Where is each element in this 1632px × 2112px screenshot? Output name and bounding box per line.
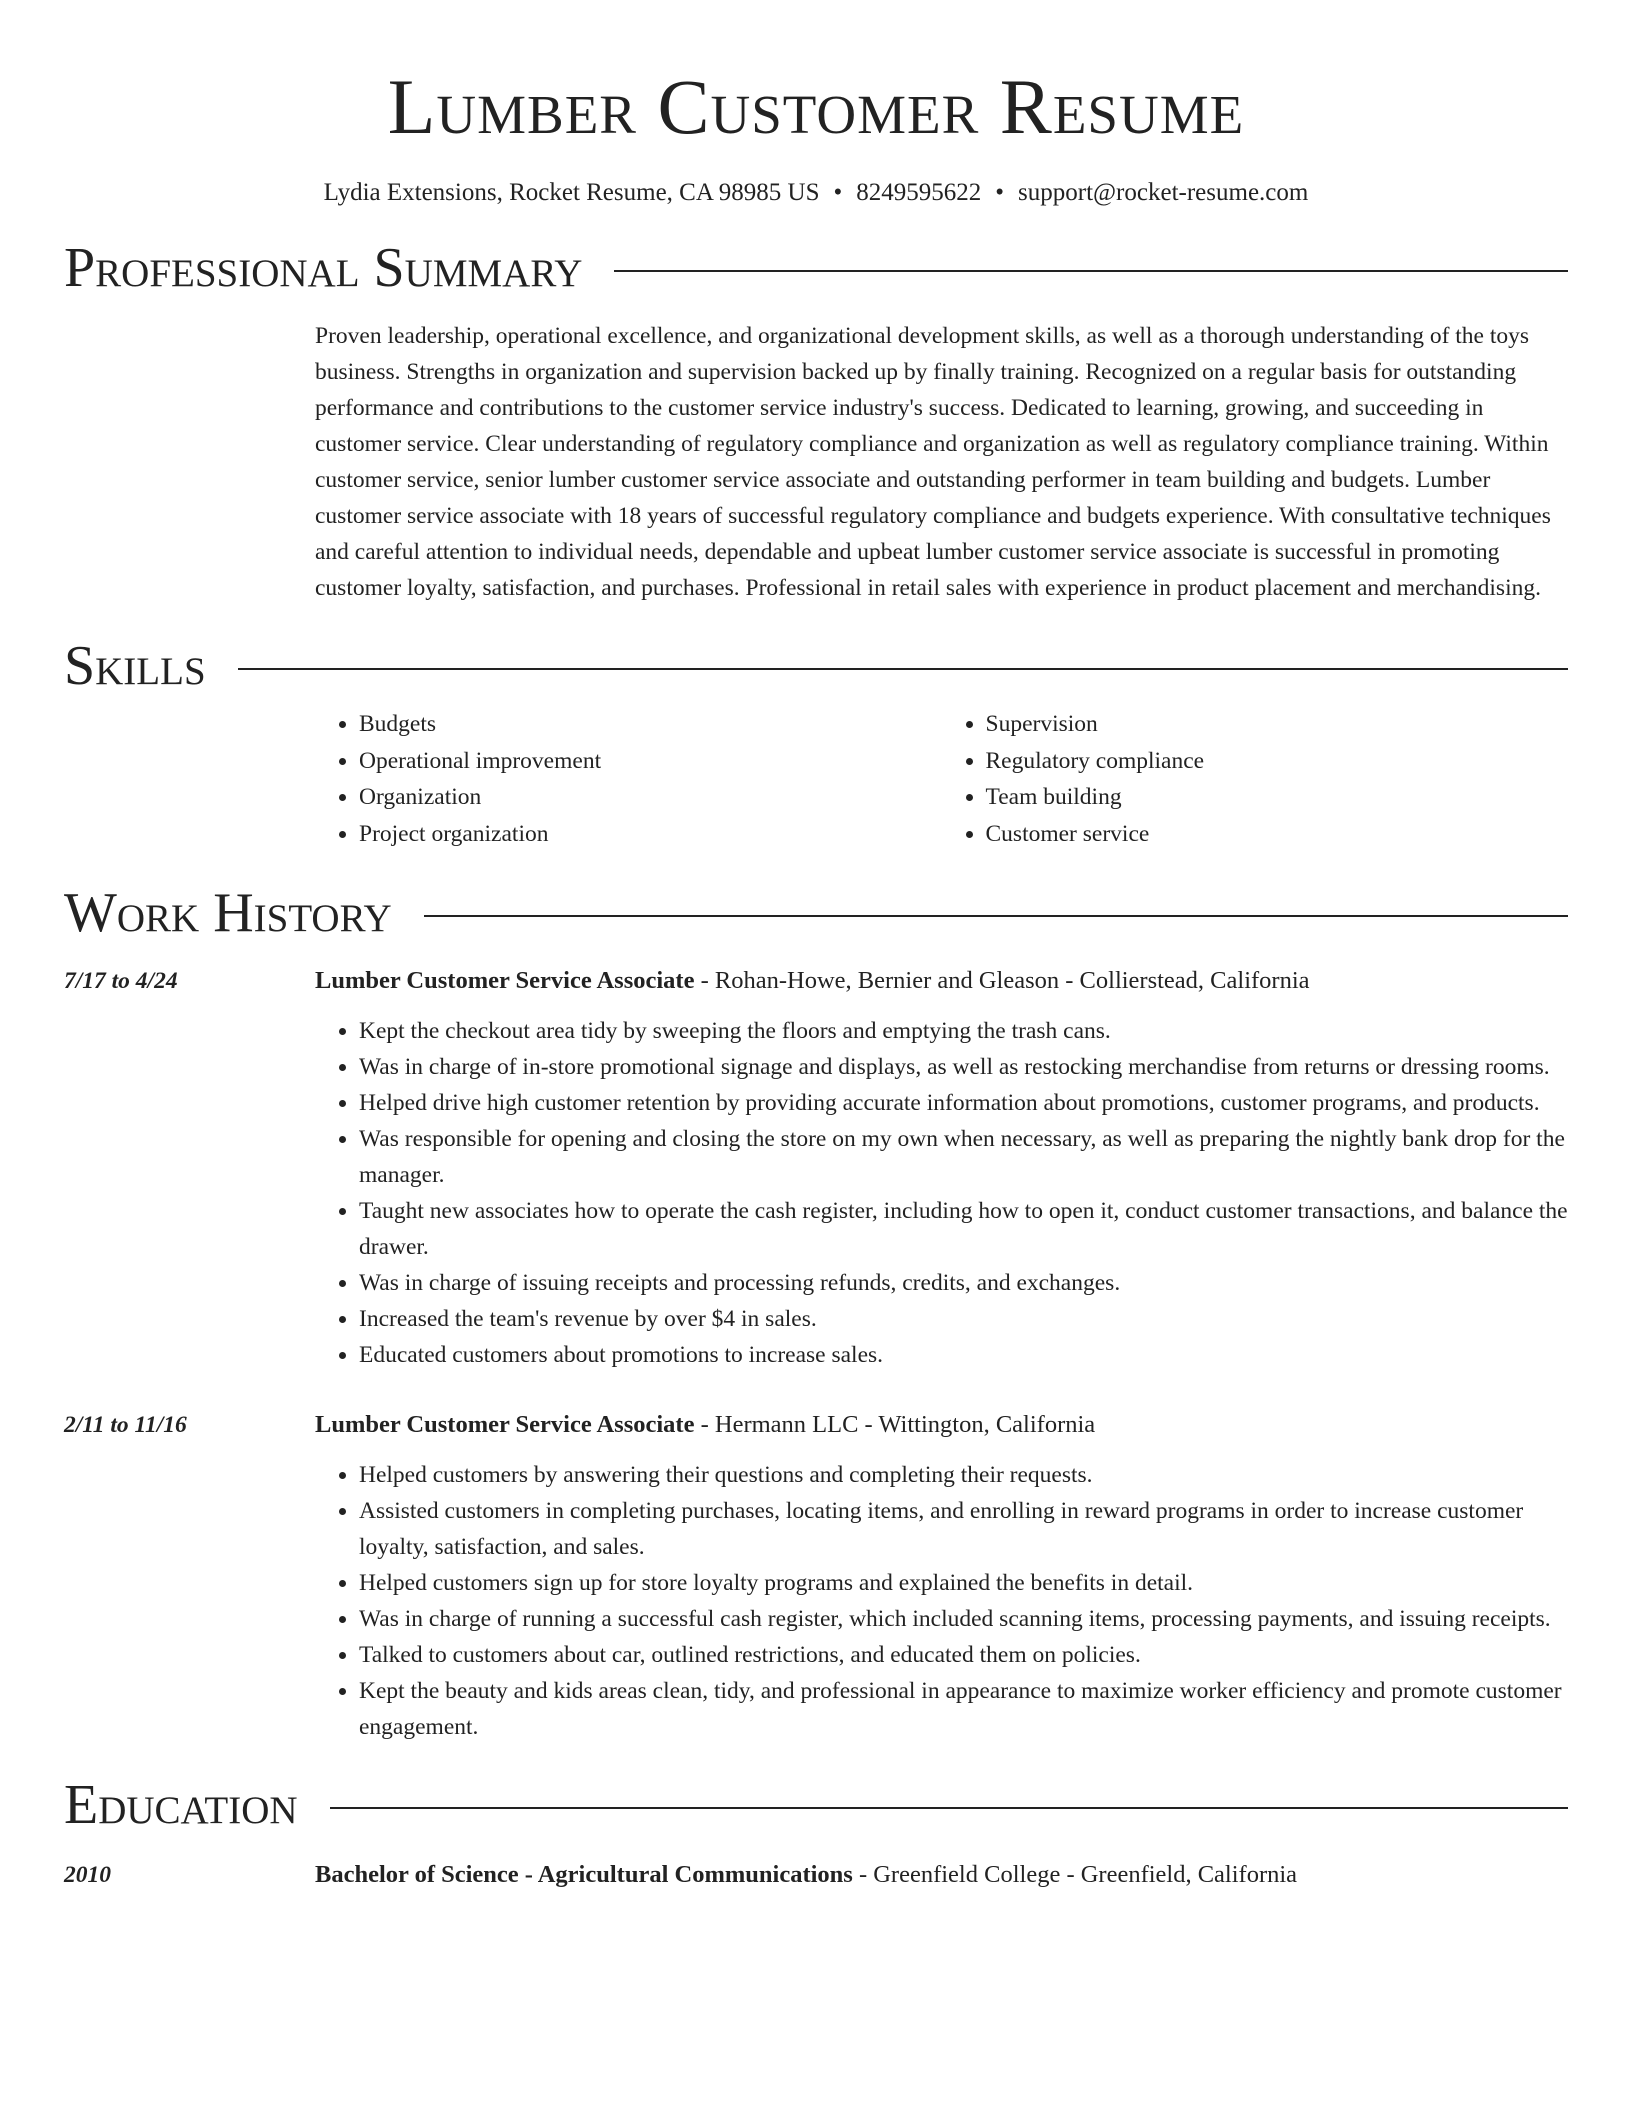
section-header-summary: [64, 236, 1568, 300]
skill-item: • Supervision: [986, 706, 1569, 743]
skill-item: • Team building: [986, 779, 1569, 816]
job-duty: • Helped customers by answering their questions and completing their requests.: [359, 1457, 1568, 1493]
job-duty: • Was in charge of running a successful cash register, which included scanning items, processing payments, and issuing receipts.: [359, 1601, 1568, 1637]
job-duty: • Kept the beauty and kids areas clean, tidy, and professional in appearance to maximize worker efficiency and promote customer engagement.: [359, 1673, 1568, 1745]
section-header-education: [64, 1773, 1568, 1837]
skill-item: • Organization: [359, 779, 942, 816]
contact-separator: •: [833, 179, 843, 206]
education-school: - Greenfield College - Greenfield, California: [858, 1860, 1298, 1888]
job-duty: • Was responsible for opening and closing the store on my own when necessary, as well as preparing the nightly bank drop for the manager.: [359, 1121, 1568, 1193]
job-duty: • Taught new associates how to operate the cash register, including how to open it, conduct customer transactions, and balance the drawer.: [359, 1193, 1568, 1265]
job-entry: [64, 1407, 1568, 1745]
job-duty: • Increased the team's revenue by over $4 in sales.: [359, 1301, 1568, 1337]
section-title-education: Education: [64, 1773, 298, 1836]
education-body: [315, 1857, 1568, 1893]
section-title-work: Work History: [64, 881, 392, 944]
education-entry: [64, 1857, 1568, 1893]
job-duty: • Assisted customers in completing purchases, locating items, and enrolling in reward programs in order to increase customer loyalty, satisfaction, and sales.: [359, 1493, 1568, 1565]
skill-item: • Regulatory compliance: [986, 743, 1569, 780]
contact-line: [64, 178, 1568, 208]
job-duty: • Talked to customers about car, outlined restrictions, and educated them on policies.: [359, 1637, 1568, 1673]
skill-item: • Operational improvement: [359, 743, 942, 780]
skill-item: • Project organization: [359, 816, 942, 853]
summary-block: [315, 318, 1568, 606]
job-duties: [315, 1457, 1568, 1745]
job-entry: [64, 963, 1568, 1373]
education-degree: Bachelor of Science - Agricultural Communications: [315, 1860, 853, 1888]
job-dates: 7/17 to 4/24: [64, 967, 178, 994]
contact-email: support@rocket-resume.com: [1018, 179, 1309, 206]
skill-item: • Budgets: [359, 706, 942, 743]
job-duty: • Was in charge of issuing receipts and processing refunds, credits, and exchanges.: [359, 1265, 1568, 1301]
education-year: 2010: [64, 1861, 111, 1888]
section-divider: [614, 270, 1568, 272]
contact-address: Lydia Extensions, Rocket Resume, CA 98985 US: [323, 179, 820, 206]
job-duty: • Kept the checkout area tidy by sweeping the floors and emptying the trash cans.: [359, 1013, 1568, 1049]
section-divider: [238, 668, 1568, 670]
job-employer: - Hermann LLC - Wittington, California: [700, 1410, 1096, 1438]
section-title-skills: Skills: [64, 635, 206, 697]
job-duty: • Educated customers about promotions to increase sales.: [359, 1337, 1568, 1373]
job-header: [315, 963, 1568, 999]
job-duties: [315, 1013, 1568, 1373]
skills-column-left: [315, 706, 942, 853]
skills-column-right: [942, 706, 1569, 853]
section-header-work: [64, 881, 1568, 945]
job-dates: 2/11 to 11/16: [64, 1411, 187, 1438]
contact-separator: •: [995, 179, 1005, 206]
job-duty: • Helped drive high customer retention by providing accurate information about promotions, customer programs, and products.: [359, 1085, 1568, 1121]
job-employer: - Rohan-Howe, Bernier and Gleason - Collierstead, California: [700, 966, 1310, 994]
job-title: Lumber Customer Service Associate: [315, 966, 695, 994]
skill-item: • Customer service: [986, 816, 1569, 853]
summary-text: Proven leadership, operational excellence, and organizational development skills, as well as a thorough understanding of the toys business. Strengths in organization and supervision backed up by finally training. Recognized on a regular basis for outstanding performance and contributions to the customer service industry's success. Dedicated to learning, growing, and succeeding in customer service. Clear understanding of regulatory compliance and organization as well as regulatory compliance training. Within customer service, senior lumber customer service associate and outstanding performer in team building and budgets. Lumber customer service associate with 18 years of successful regulatory compliance and budgets experience. With consultative techniques and careful attention to individual needs, dependable and upbeat lumber customer service associate is successful in promoting customer loyalty, satisfaction, and purchases. Professional in retail sales with experience in product placement and merchandising.: [315, 323, 1551, 601]
resume-page: [64, 0, 1568, 1893]
job-header: [315, 1407, 1568, 1443]
section-divider: [424, 915, 1568, 917]
section-header-skills: [64, 634, 1568, 698]
skills-list: [315, 706, 1568, 853]
resume-title: Lumber Customer Resume: [387, 63, 1245, 150]
job-duty: • Helped customers sign up for store loyalty programs and explained the benefits in detail.: [359, 1565, 1568, 1601]
job-duty: • Was in charge of in-store promotional signage and displays, as well as restocking merchandise from returns or dressing rooms.: [359, 1049, 1568, 1085]
job-body: [315, 1407, 1568, 1745]
section-divider: [330, 1807, 1568, 1809]
job-body: [315, 963, 1568, 1373]
job-title: Lumber Customer Service Associate: [315, 1410, 695, 1438]
contact-phone: 8249595622: [856, 179, 982, 206]
section-title-summary: Professional Summary: [64, 237, 583, 299]
